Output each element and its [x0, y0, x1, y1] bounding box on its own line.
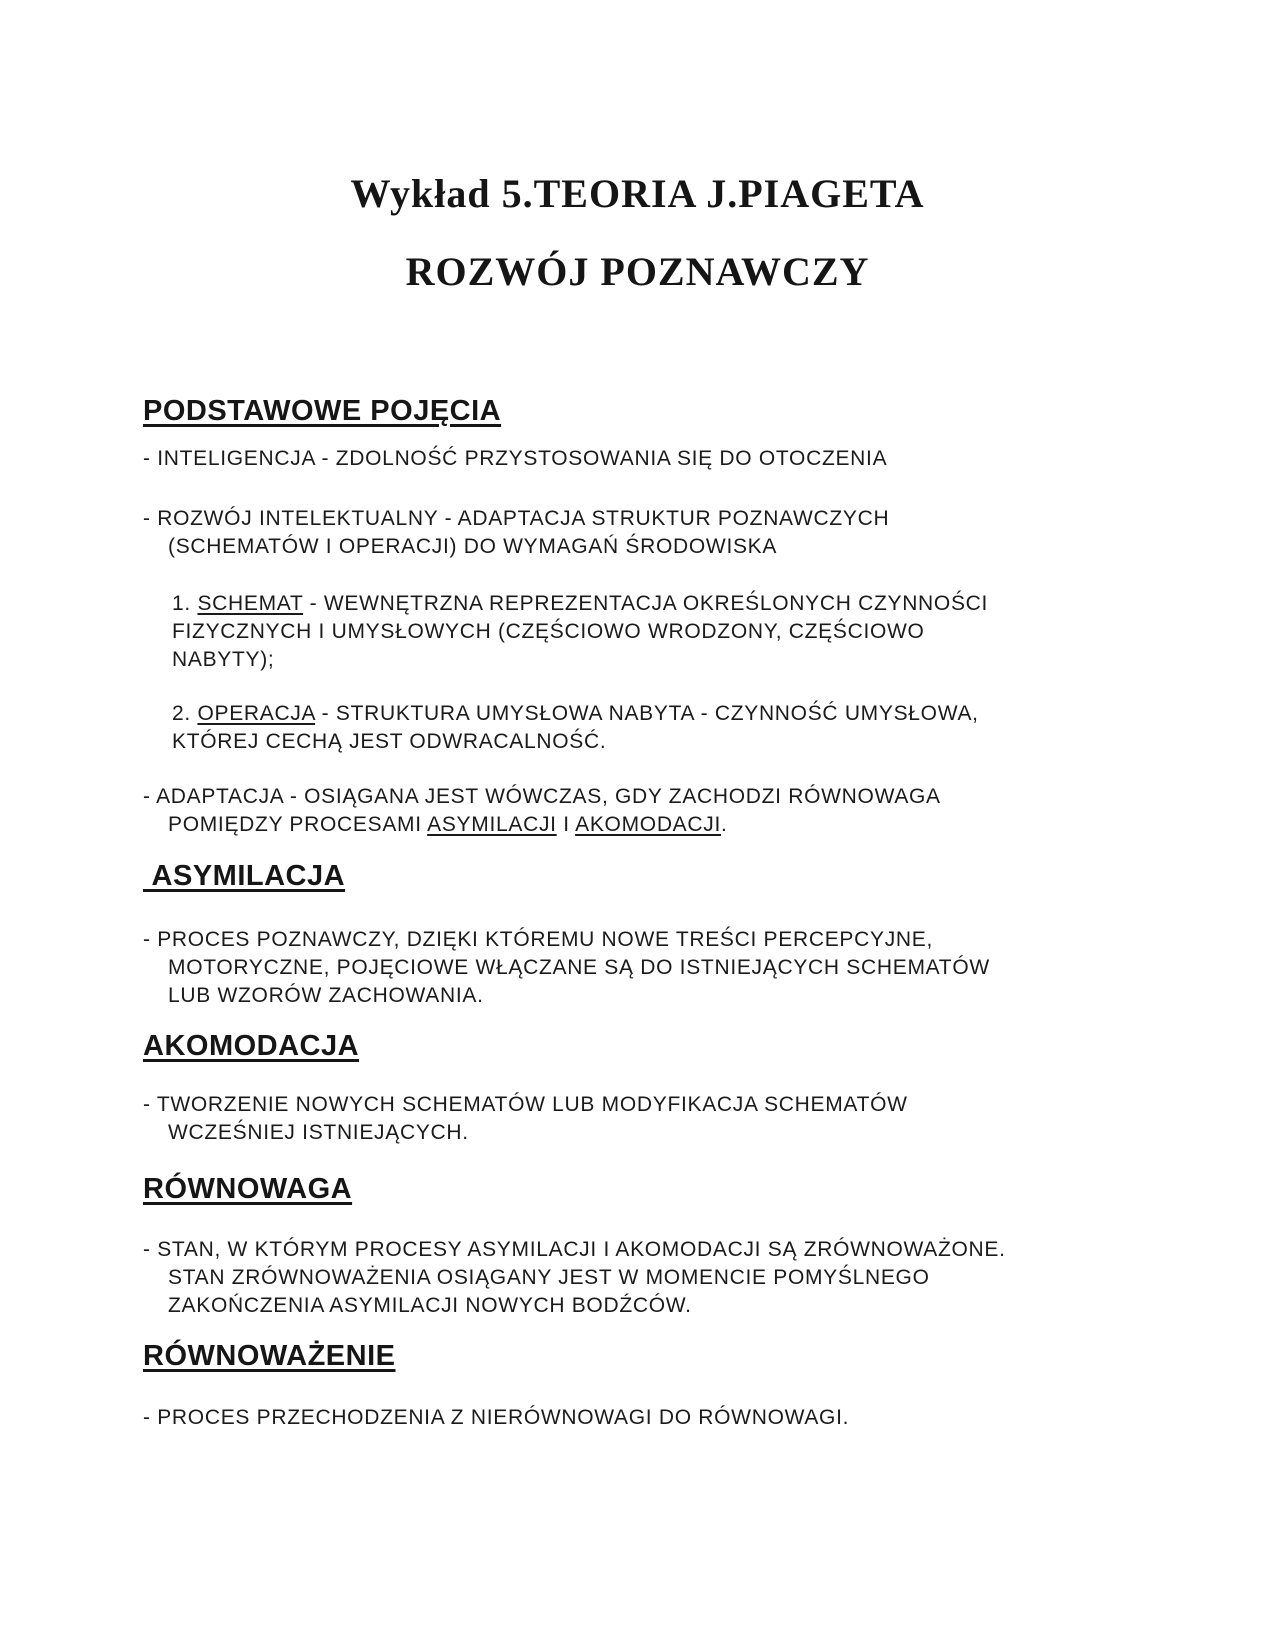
- term-asymilacji: ASYMILACJI: [427, 813, 557, 836]
- term-akomodacji: AKOMODACJI: [575, 813, 721, 836]
- text-line: ZAKOŃCZENIA ASYMILACJI NOWYCH BODŹCÓW.: [168, 1294, 692, 1317]
- text-line: - ROZWÓJ INTELEKTUALNY - ADAPTACJA STRUKTUR POZNAWCZYCH: [143, 507, 890, 530]
- bullet-inteligencja: [143, 445, 1185, 473]
- document-title-line2: ROZWÓJ POZNAWCZY: [405, 249, 870, 294]
- numbered-item-operacja: [172, 700, 1185, 756]
- text-segment: - WEWNĘTRZNA REPREZENTACJA OKREŚLONYCH CZYNNOŚCI: [303, 592, 989, 615]
- item-number: 2.: [172, 702, 198, 725]
- bullet-rownowazenie-definition: [143, 1404, 1185, 1432]
- text-line: - PROCES POZNAWCZY, DZIĘKI KTÓREMU NOWE TREŚCI PERCEPCYJNE,: [143, 928, 933, 951]
- text-line: - ADAPTACJA - OSIĄGANA JEST WÓWCZAS, GDY ZACHODZI RÓWNOWAGA: [143, 785, 941, 808]
- bullet-rozwoj-intelektualny: [143, 505, 1185, 561]
- section-heading-akomodacja: AKOMODACJA: [143, 1030, 360, 1062]
- text-line: (SCHEMATÓW I OPERACJI) DO WYMAGAŃ ŚRODOWISKA: [168, 535, 778, 558]
- section-heading-rownowaga: RÓWNOWAGA: [143, 1173, 353, 1205]
- bullet-asymilacja-definition: [143, 926, 1185, 1010]
- text-line: - INTELIGENCJA - ZDOLNOŚĆ PRZYSTOSOWANIA SIĘ DO OTOCZENIA: [143, 447, 888, 470]
- text-line: WCZEŚNIEJ ISTNIEJĄCYCH.: [168, 1121, 469, 1144]
- text-line: [172, 700, 1185, 728]
- section-heading-rownowazenie: RÓWNOWAŻENIE: [143, 1340, 396, 1372]
- text-segment: .: [721, 813, 728, 836]
- bullet-akomodacja-definition: [143, 1091, 1185, 1147]
- text-segment: POMIĘDZY PROCESAMI: [168, 813, 428, 836]
- text-line: STAN ZRÓWNOWAŻENIA OSIĄGANY JEST W MOMENCIE POMYŚLNEGO: [168, 1266, 930, 1289]
- text-line: MOTORYCZNE, POJĘCIOWE WŁĄCZANE SĄ DO ISTNIEJĄCYCH SCHEMATÓW: [168, 956, 990, 979]
- term-schemat: SCHEMAT: [197, 592, 304, 615]
- text-segment: I: [556, 813, 576, 836]
- text-segment: - STRUKTURA UMYSŁOWA NABYTA - CZYNNOŚĆ UMYSŁOWA,: [315, 702, 979, 725]
- term-operacja: OPERACJA: [197, 702, 316, 725]
- numbered-item-schemat: [172, 590, 1185, 674]
- item-number: 1.: [172, 592, 198, 615]
- text-line: - TWORZENIE NOWYCH SCHEMATÓW LUB MODYFIKACJA SCHEMATÓW: [143, 1093, 908, 1116]
- document-title-line1: Wykład 5.TEORIA J.PIAGETA: [350, 171, 925, 216]
- text-line: LUB WZORÓW ZACHOWANIA.: [168, 984, 484, 1007]
- text-line: FIZYCZNYCH I UMYSŁOWYCH (CZĘŚCIOWO WRODZONY, CZĘŚCIOWO: [172, 620, 925, 643]
- text-line: [143, 811, 1185, 839]
- section-heading-podstawowe-pojecia: PODSTAWOWE POJĘCIA: [143, 395, 502, 427]
- text-line: - PROCES PRZECHODZENIA Z NIERÓWNOWAGI DO RÓWNOWAGI.: [143, 1406, 850, 1429]
- bullet-adaptacja: [143, 783, 1185, 839]
- text-line: [172, 590, 1185, 618]
- text-line: NABYTY);: [172, 648, 275, 671]
- bullet-rownowaga-definition: [143, 1236, 1185, 1320]
- text-line: - STAN, W KTÓRYM PROCESY ASYMILACJI I AKOMODACJI SĄ ZRÓWNOWAŻONE.: [143, 1238, 1006, 1261]
- section-heading-asymilacja: ASYMILACJA: [143, 860, 346, 892]
- text-line: KTÓREJ CECHĄ JEST ODWRACALNOŚĆ.: [172, 730, 607, 753]
